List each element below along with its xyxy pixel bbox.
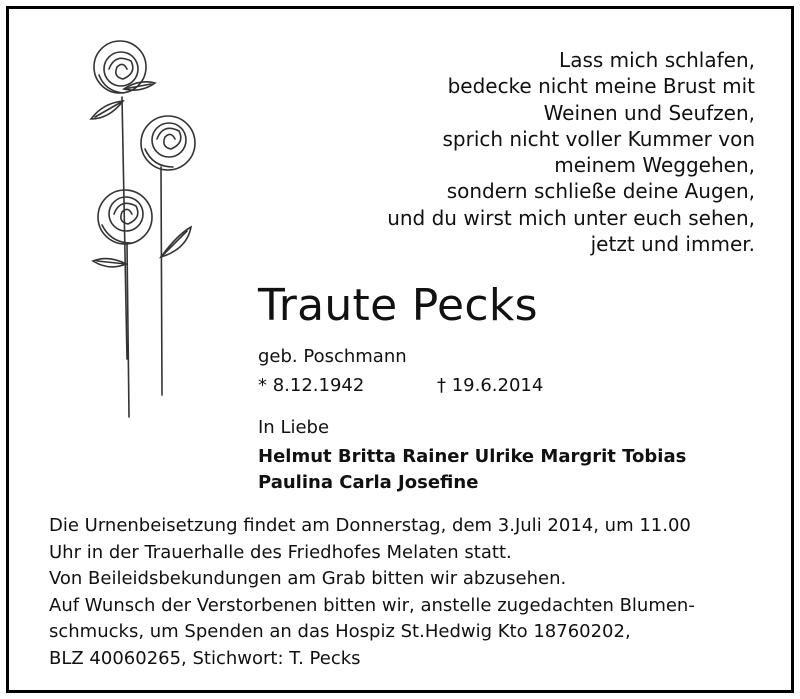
roses-illustration-icon	[79, 39, 209, 439]
notice-line: BLZ 40060265, Stichwort: T. Pecks	[49, 647, 361, 669]
birth-date: * 8.12.1942	[258, 375, 365, 396]
notice-line: Uhr in der Trauerhalle des Friedhofes Melaten statt.	[49, 541, 512, 563]
mourners-names	[258, 444, 686, 496]
mourners-intro: In Liebe	[258, 417, 330, 438]
mourners-line: Helmut Britta Rainer Ulrike Margrit Tobias	[258, 446, 687, 467]
poem-line: bedecke nicht meine Brust mit	[447, 74, 755, 99]
maiden-name: geb. Poschmann	[258, 346, 407, 367]
notice-line: Die Urnenbeisetzung findet am Donnerstag, dem 3.Juli 2014, um 11.00	[49, 515, 691, 536]
death-date: † 19.6.2014	[437, 375, 544, 396]
poem-line: sprich nicht voller Kummer von	[442, 126, 755, 151]
funeral-notice	[49, 513, 769, 672]
notice-line: schmucks, um Spenden an das Hospiz St.Hedwig Kto 18760202,	[49, 621, 631, 642]
poem-line: und du wirst mich unter euch sehen,	[387, 205, 755, 230]
poem-line: Lass mich schlafen,	[559, 48, 755, 72]
obituary-card	[6, 6, 794, 693]
deceased-name: Traute Pecks	[258, 280, 538, 331]
poem-line: jetzt und immer.	[590, 232, 755, 257]
poem-line: sondern schließe deine Augen,	[446, 179, 755, 204]
poem-line: meinem Weggehen,	[554, 153, 755, 178]
poem-line: Weinen und Seufzen,	[543, 100, 755, 125]
notice-line: Von Beileidsbekundungen am Grab bitten wir abzusehen.	[49, 568, 567, 589]
notice-line: Auf Wunsch der Verstorbenen bitten wir, anstelle zugedachten Blumen-	[49, 594, 695, 616]
poem-block	[275, 47, 755, 257]
mourners-line: Paulina Carla Josefine	[258, 472, 479, 493]
